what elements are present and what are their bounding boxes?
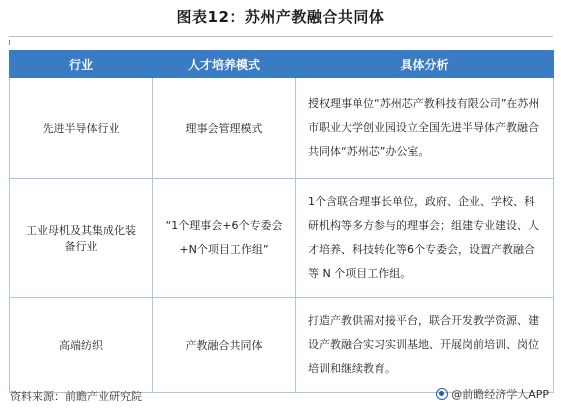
table-row <box>10 298 554 393</box>
header-training-mode: 人才培养模式 <box>153 51 296 78</box>
header-industry: 行业 <box>10 51 153 78</box>
cell-industry: 工业母机及其集成化装备行业 <box>10 179 153 298</box>
cell-mode: 理事会管理模式 <box>153 78 296 179</box>
table-header-row <box>10 51 554 78</box>
cell-analysis: 打造产教供需对接平台，联合开发教学资源、建设产教融合实习实训基地、开展岗前培训、岗位培训和继续教育。 <box>296 298 554 393</box>
brand-credit <box>436 386 549 402</box>
table-row <box>10 179 554 298</box>
title-divider <box>9 36 553 37</box>
cell-mode: 产教融合共同体 <box>153 298 296 393</box>
cell-industry: 高端纺织 <box>10 298 153 393</box>
header-analysis: 具体分析 <box>296 51 554 78</box>
cell-mode: “1个理事会+6个专委会+N个项目工作组” <box>153 179 296 298</box>
table-row <box>10 78 554 179</box>
source-note: 资料来源：前瞻产业研究院 <box>10 390 142 403</box>
industry-table <box>9 50 554 393</box>
brand-label: @前瞻经济学人APP <box>451 388 549 401</box>
qianzhan-logo-icon <box>436 388 448 400</box>
cell-analysis: 1个含联合理事长单位，政府、企业、学校、科研机构等多方参与的理事会；组建专业建设、人才培养、科技转化等6个专委会，设置产教融合等 N 个项目工作组。 <box>296 179 554 298</box>
divider-tick <box>9 40 10 45</box>
cell-analysis: 授权理事单位“苏州芯产教科技有限公司”在苏州市职业大学创业园设立全国先进半导体产教融合共同体“苏州芯”办公室。 <box>296 78 554 179</box>
chart-title: 图表12：苏州产教融合共同体 <box>176 8 385 26</box>
cell-industry: 先进半导体行业 <box>10 78 153 179</box>
